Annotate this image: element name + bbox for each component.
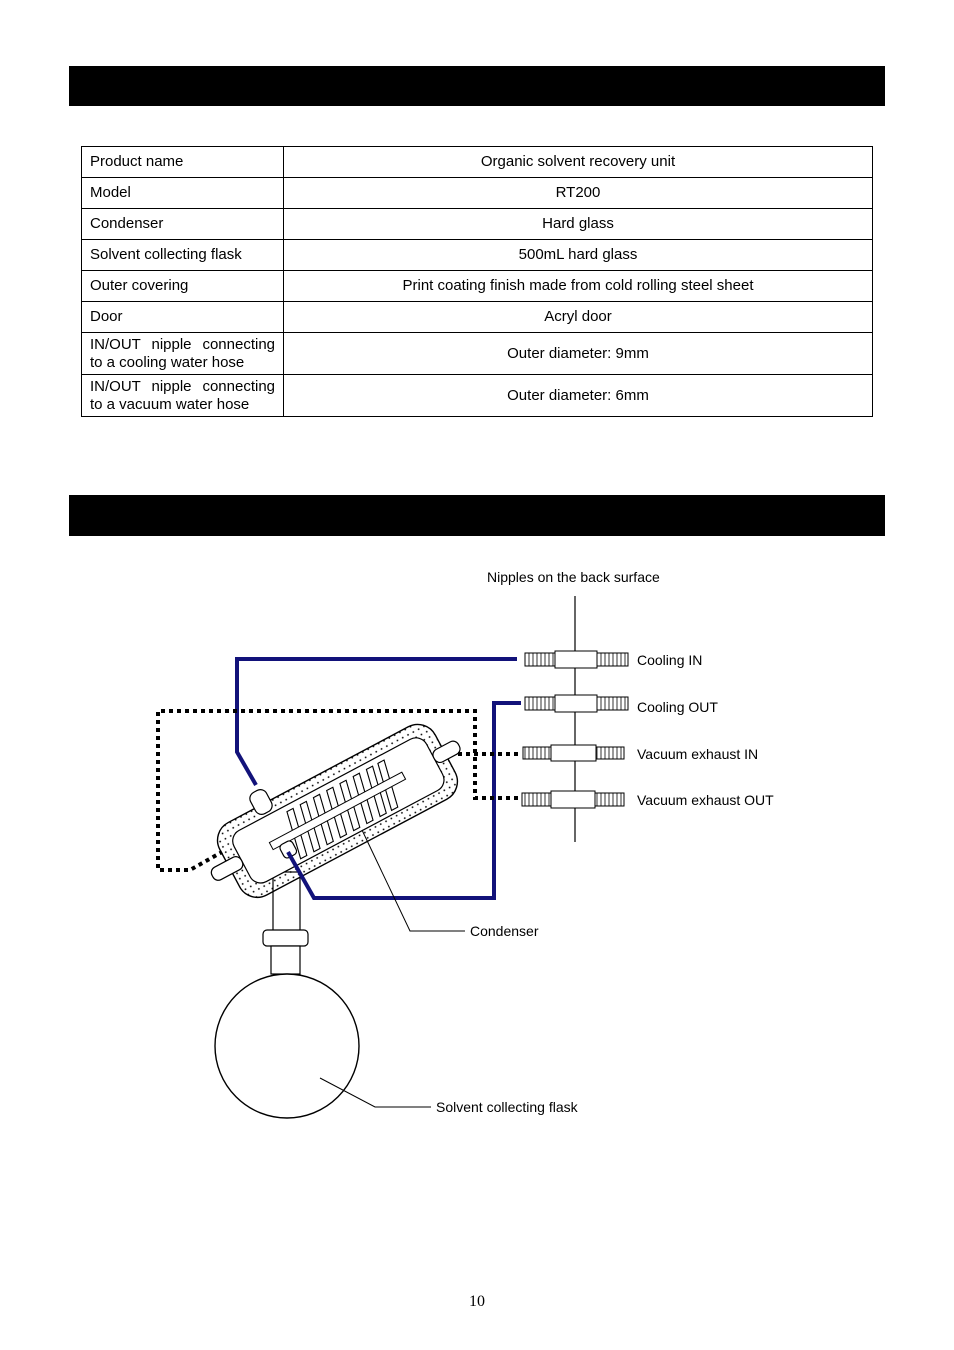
condenser-label: Condenser [470,923,539,939]
row-value: Organic solvent recovery unit [284,147,873,178]
solvent-collecting-flask [215,974,359,1118]
ground-joint [263,930,308,946]
table-row [82,209,873,240]
table-row [82,178,873,209]
section-header-bar [69,66,885,106]
row-label: IN/OUT nipple connecting to a vacuum water hose [82,375,284,417]
condenser-leader [362,830,465,931]
flask-neck [271,946,300,974]
vacuum-exhaust-in-label: Vacuum exhaust IN [637,746,759,762]
row-value: Outer diameter: 6mm [284,375,873,417]
row-value: 500mL hard glass [284,240,873,271]
row-value: Outer diameter: 9mm [284,333,873,375]
nipple-vacuum-out [522,791,624,808]
table-row [82,302,873,333]
cooling-in-label: Cooling IN [637,652,703,668]
row-value: RT200 [284,178,873,209]
table-row [82,375,873,417]
connection-diagram [0,560,954,1140]
row-label: Outer covering [82,271,284,302]
vacuum-exhaust-out-label: Vacuum exhaust OUT [637,792,774,808]
cooling-out-label: Cooling OUT [637,699,718,715]
table-row [82,333,873,375]
table-row [82,147,873,178]
nipple-cooling-out [525,695,628,712]
row-value: Acryl door [284,302,873,333]
row-label: Solvent collecting flask [82,240,284,271]
table-row [82,240,873,271]
table-row [82,271,873,302]
row-label: Door [82,302,284,333]
row-label: IN/OUT nipple connecting to a cooling water hose [82,333,284,375]
row-label: Model [82,178,284,209]
row-value: Hard glass [284,209,873,240]
page-number: 10 [469,1293,485,1310]
specifications-table [81,146,873,417]
nipples-label: Nipples on the back surface [487,569,660,585]
flask-label: Solvent collecting flask [436,1099,578,1115]
nipple-vacuum-in [523,745,624,761]
section-header-bar [69,495,885,536]
row-label: Condenser [82,209,284,240]
row-value: Print coating finish made from cold rolling steel sheet [284,271,873,302]
row-label: Product name [82,147,284,178]
nipple-cooling-in [525,651,628,668]
